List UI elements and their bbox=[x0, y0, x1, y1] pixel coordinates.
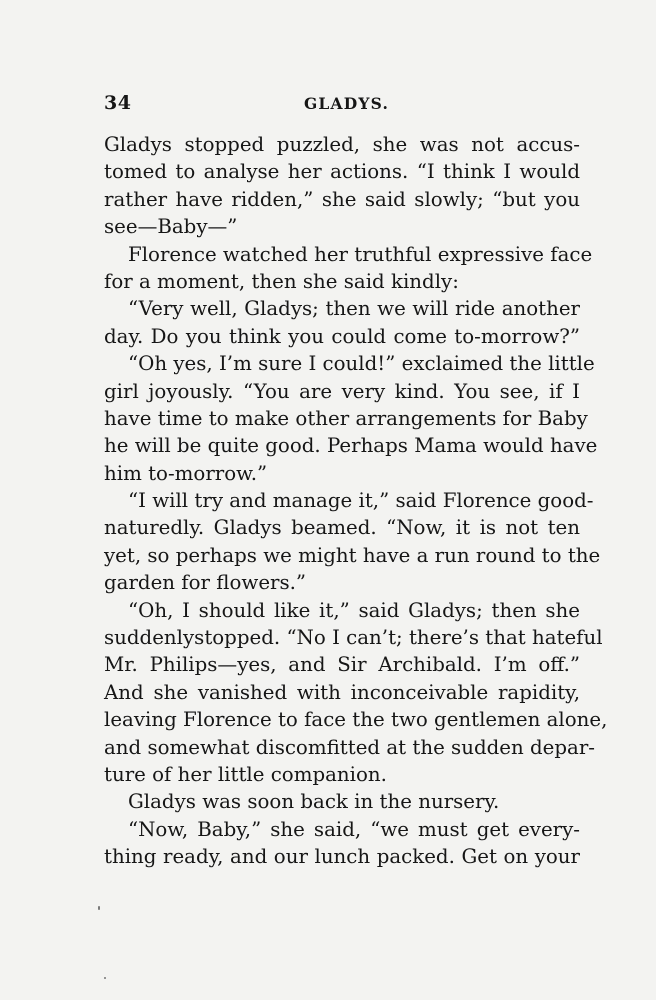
page-header bbox=[104, 92, 580, 116]
paper-speck bbox=[98, 906, 100, 910]
text-line: yet, so perhaps we might have a run round to the bbox=[104, 543, 601, 567]
text-line: have time to make other arrangements for Baby bbox=[104, 406, 588, 430]
text-line: “Oh yes, I’m sure I could!” exclaimed the little bbox=[128, 352, 595, 376]
text-line: And she vanished with inconceivable rapidity, bbox=[104, 680, 580, 704]
text-line: rather have ridden,” she said slowly; “but you bbox=[104, 187, 580, 211]
text-line: “Now, Baby,” she said, “we must get every- bbox=[128, 817, 580, 841]
text-line: “Oh, I should like it,” said Gladys; then she bbox=[128, 598, 580, 622]
text-line: he will be quite good. Perhaps Mama would have bbox=[104, 434, 598, 458]
text-line: day. Do you think you could come to-morrow?” bbox=[104, 324, 580, 348]
page-number: 34 bbox=[104, 92, 132, 114]
text-line: girl joyously. “You are very kind. You see, if I bbox=[104, 379, 580, 403]
paper-speck bbox=[104, 977, 106, 979]
text-line: Florence watched her truthful expressive face bbox=[128, 242, 593, 266]
text-line: him to-morrow.” bbox=[104, 461, 268, 485]
text-line: thing ready, and our lunch packed. Get on your bbox=[104, 845, 580, 869]
text-line: for a moment, then she said kindly: bbox=[104, 269, 459, 293]
text-line: Gladys was soon back in the nursery. bbox=[128, 790, 500, 814]
text-line: “Very well, Gladys; then we will ride another bbox=[128, 297, 580, 321]
text-line: ture of her little companion. bbox=[104, 762, 387, 786]
text-line: garden for flowers.” bbox=[104, 571, 307, 595]
text-line: Gladys stopped puzzled, she was not accus- bbox=[104, 133, 580, 156]
text-line: and somewhat discomfitted at the sudden depar- bbox=[104, 735, 595, 759]
text-line: Mr. Philips—yes, and Sir Archibald. I’m off.” bbox=[104, 653, 580, 677]
text-line: “I will try and manage it,” said Florence good- bbox=[128, 489, 594, 513]
text-line: suddenlystopped. “No I can’t; there’s that hateful bbox=[104, 626, 603, 650]
body-text bbox=[104, 131, 608, 871]
text-line: leaving Florence to face the two gentlemen alone, bbox=[104, 708, 608, 732]
text-line: see—Baby—” bbox=[104, 215, 238, 239]
running-title: GLADYS. bbox=[304, 94, 390, 113]
text-line: tomed to analyse her actions. “I think I would bbox=[104, 160, 580, 184]
text-line: naturedly. Gladys beamed. “Now, it is not ten bbox=[104, 516, 580, 540]
